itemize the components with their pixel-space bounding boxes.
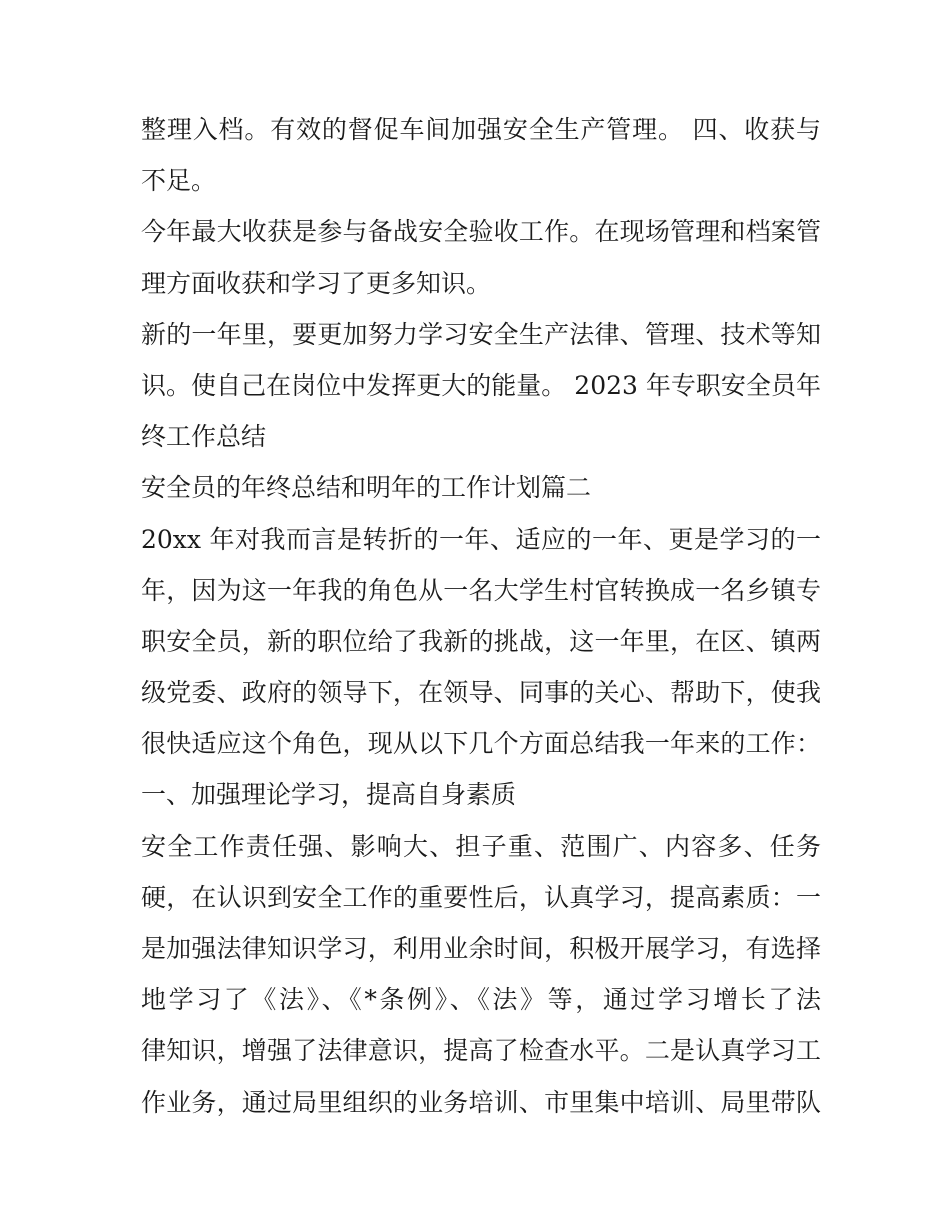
text-line: 职安全员，新的职位给了我新的挑战，这一年里，在区、镇两: [141, 626, 821, 656]
text-line: 今年最大收获是参与备战安全验收工作。在现场管理和档案管: [141, 217, 821, 247]
text-line: 不足。: [141, 166, 217, 196]
text-line: 是加强法律知识学习，利用业余时间，积极开展学习，有选择: [141, 934, 821, 963]
text-line: 理方面收获和学习了更多知识。: [141, 268, 492, 298]
text-line: 新的一年里，要更加努力学习安全生产法律、管理、技术等知: [141, 319, 821, 349]
text-line: 年，因为这一年我的角色从一名大学生村官转换成一名乡镇专: [141, 575, 821, 605]
text-line: 硬，在认识到安全工作的重要性后，认真学习，提高素质：一: [141, 882, 821, 912]
document-body: [141, 104, 821, 1128]
text-line: 级党委、政府的领导下，在领导、同事的关心、帮助下，使我: [141, 678, 821, 708]
text-line: 很快适应这个角色，现从以下几个方面总结我一年来的工作：: [141, 729, 821, 759]
text-line: 20xx 年对我而言是转折的一年、适应的一年、更是学习的一: [141, 524, 821, 554]
text-line: 整理入档。有效的督促车间加强安全生产管理。 四、收获与: [141, 115, 821, 144]
section-heading: 安全员的年终总结和明年的工作计划篇二: [141, 473, 592, 503]
text-line: 律知识，增强了法律意识，提高了检查水平。二是认真学习工: [141, 1036, 821, 1066]
text-line: 地学习了《法》、《*条例》、《法》等，通过学习增长了法: [141, 985, 821, 1015]
text-line: 作业务，通过局里组织的业务培训、市里集中培训、局里带队: [141, 1087, 821, 1117]
subsection-heading: 一、加强理论学习，提高自身素质: [141, 780, 517, 810]
text-line: 安全工作责任强、影响大、担子重、范围广、内容多、任务: [141, 831, 821, 861]
text-line: 识。使自己在岗位中发挥更大的能量。 2023 年专职安全员年: [141, 370, 821, 400]
text-line: 终工作总结: [141, 422, 267, 452]
